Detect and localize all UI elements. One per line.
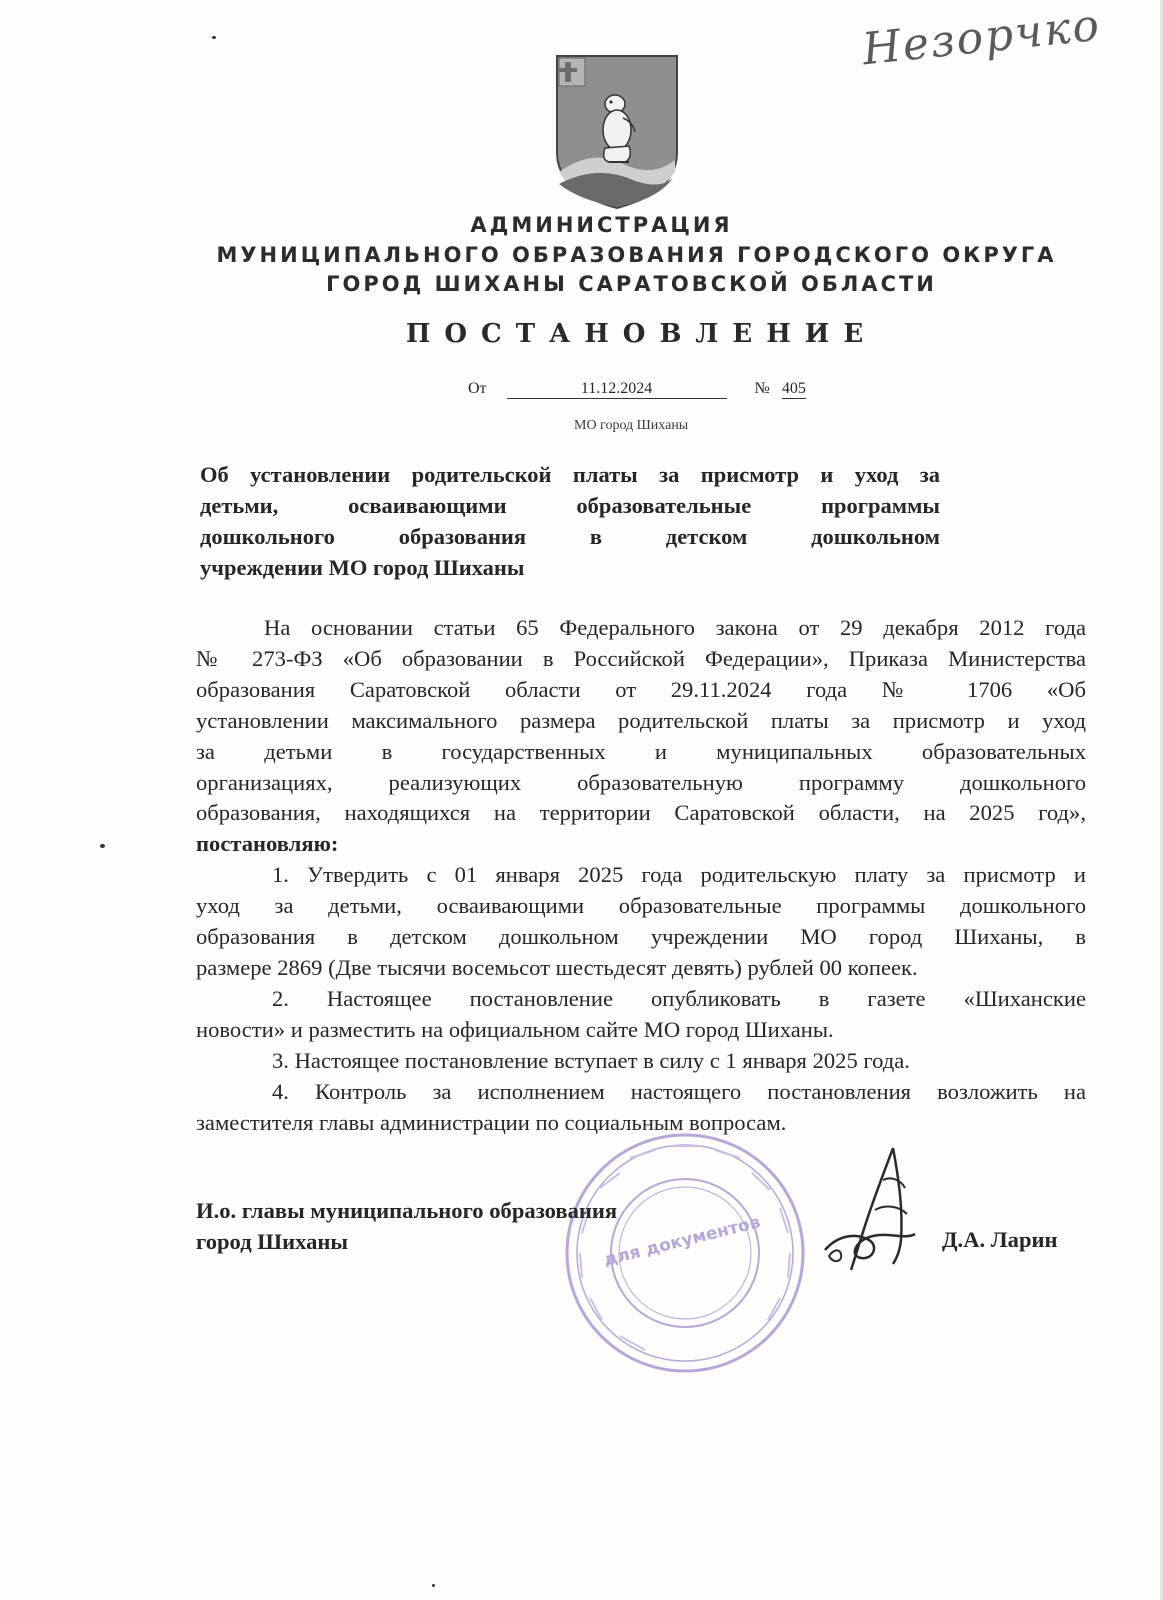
scan-speck <box>100 844 105 848</box>
decree-word: постановляю: <box>196 831 339 857</box>
header-line-1: АДМИНИСТРАЦИЯ <box>470 213 733 237</box>
item-1-line: размере 2869 (Две тысячи восемьсот шестьдесят девять) рублей 00 копеек. <box>196 954 918 980</box>
preamble-line: № 273-ФЗ «Об образовании в Российской Федерации», Приказа Министерства <box>196 645 1086 671</box>
document-subject <box>200 459 940 583</box>
signatory-title-line-1: И.о. главы муниципального образования <box>196 1198 618 1223</box>
item-1-line: 1. Утвердить с 01 января 2025 года родительскую плату за присмотр и <box>272 862 1086 888</box>
scan-speck <box>432 1584 435 1587</box>
document-number: 405 <box>781 380 806 397</box>
preamble-line: На основании статьи 65 Федерального закона от 29 декабря 2012 года <box>264 615 1086 640</box>
handwritten-note: Незорчко <box>859 0 1104 76</box>
item-4-line: заместителя главы администрации по социальным вопросам. <box>196 1109 787 1135</box>
header-line-2: МУНИЦИПАЛЬНОГО ОБРАЗОВАНИЯ ГОРОДСКОГО ОКРУГА <box>216 243 1057 267</box>
document-date: 11.12.2024 <box>507 380 727 399</box>
item-1-line: уход за детьми, осваивающими образовательные программы дошкольного <box>196 893 1086 919</box>
subject-line: учреждении МО город Шиханы <box>200 555 525 580</box>
document-title: ПОСТАНОВЛЕНИЕ <box>405 319 878 349</box>
preamble-line: образования, находящихся на территории Саратовской области, на 2025 год», <box>196 800 1086 826</box>
item-4-line: 4. Контроль за исполнением настоящего постановления возложить на <box>272 1078 1086 1104</box>
issuing-city: МО город Шиханы <box>574 418 689 433</box>
item-1-line: образования в детском дошкольном учреждении МО город Шиханы, в <box>196 924 1086 950</box>
item-2-line: 2. Настоящее постановление опубликовать в газете «Шиханские <box>272 985 1086 1011</box>
preamble-line: организациях, реализующих образовательную программу дошкольного <box>196 769 1086 795</box>
signatory-title-line-2: город Шиханы <box>196 1228 349 1254</box>
stamp-text: для документов <box>601 1212 763 1271</box>
preamble-line: установлении максимального размера родительской платы за присмотр и уход <box>196 707 1086 733</box>
signatory-title <box>196 1196 617 1258</box>
signer-name: Д.А. Ларин <box>942 1227 1058 1252</box>
header-line-3: ГОРОД ШИХАНЫ САРАТОВСКОЙ ОБЛАСТИ <box>326 272 937 296</box>
preamble-line: за детьми в государственных и муниципальных образовательных <box>196 738 1086 764</box>
subject-line: Об установлении родительской платы за присмотр и уход за <box>200 462 940 487</box>
item-3-line: 3. Настоящее постановление вступает в силу с 1 января 2025 года. <box>272 1047 910 1073</box>
item-2-line: новости» и разместить на официальном сайте МО город Шиханы. <box>196 1016 834 1042</box>
handwritten-signature-icon <box>815 1140 925 1280</box>
coat-of-arms-icon <box>553 52 681 212</box>
subject-line: детьми, осваивающими образовательные программы <box>200 493 940 518</box>
scan-speck <box>212 36 216 39</box>
date-label: От <box>468 380 487 397</box>
preamble-line: образования Саратовской области от 29.11.2024 года № 1706 «Об <box>196 676 1086 702</box>
subject-line: дошкольного образования в детском дошкольном <box>200 524 940 549</box>
number-label: № <box>754 380 770 397</box>
date-number-row <box>468 380 806 399</box>
document-body <box>196 613 1086 1138</box>
